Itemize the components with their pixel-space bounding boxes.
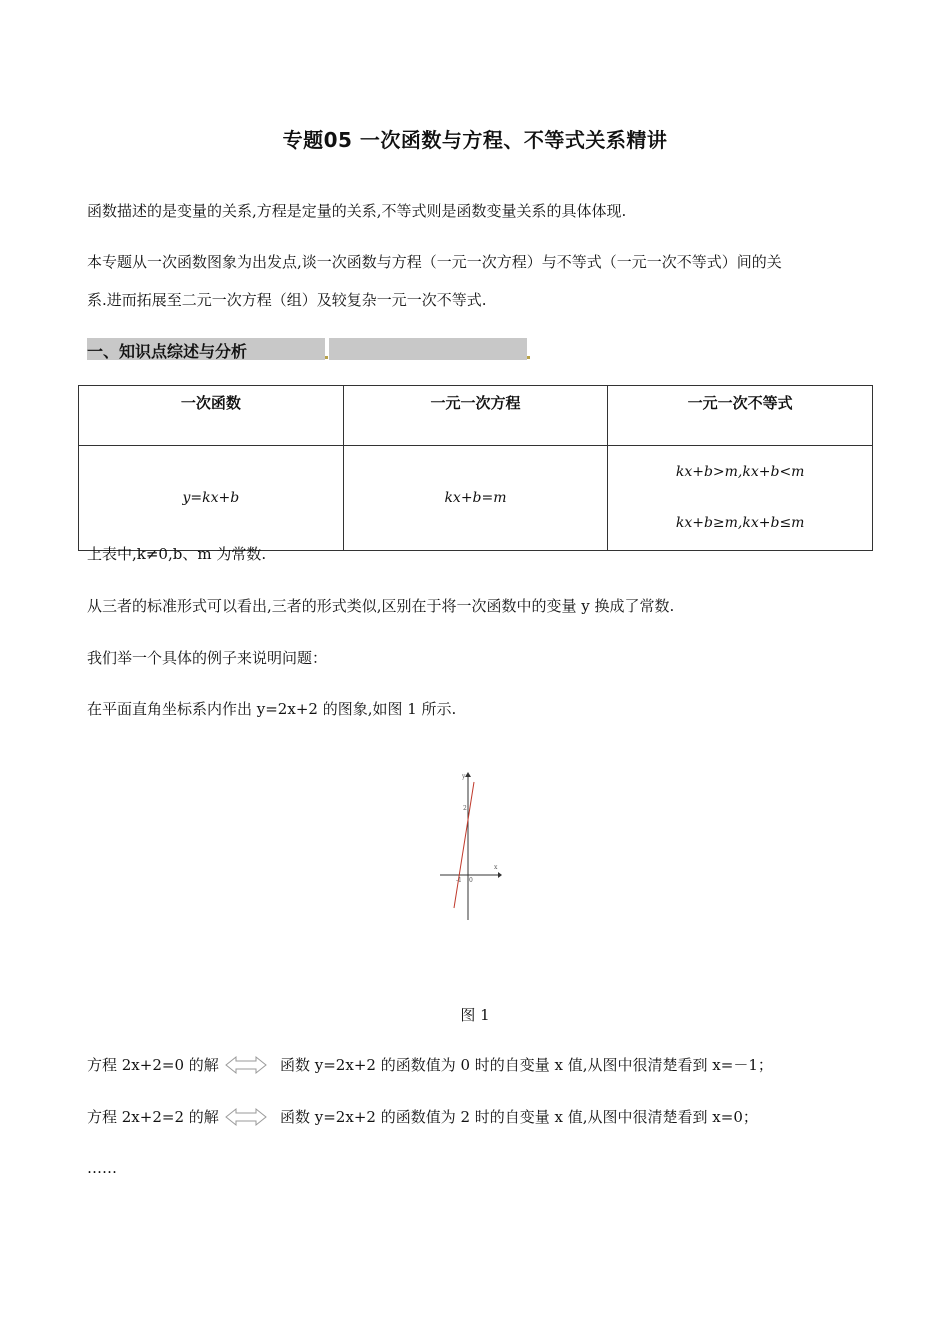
y-axis-label: y bbox=[462, 773, 466, 780]
page-title: 专题05 一次函数与方程、不等式关系精讲 bbox=[282, 128, 668, 152]
note-draw-graph: 在平面直角坐标系内作出 y=2x+2 的图象,如图 1 所示. bbox=[87, 700, 457, 718]
table-header-inequality: 一元一次不等式 bbox=[608, 386, 873, 446]
relation-function: 函数 y=2x+2 的函数值为 0 时的自变量 x 值,从图中很清楚看到 x=－1； bbox=[280, 1056, 773, 1074]
relation-function: 函数 y=2x+2 的函数值为 2 时的自变量 x 值,从图中很清楚看到 x=0； bbox=[280, 1108, 758, 1126]
note-comparison: 从三者的标准形式可以看出,三者的形式类似,区别在于将一次函数中的变量 y 换成了常数. bbox=[87, 597, 675, 615]
note-example-intro: 我们举一个具体的例子来说明问题： bbox=[87, 649, 328, 667]
continuation-ellipsis: …… bbox=[87, 1159, 117, 1177]
intro-paragraph-2-line-1: 本专题从一次函数图象为出发点,谈一次函数与方程（一元一次方程）与不等式（一元一次不等式）间的关 bbox=[87, 253, 782, 271]
double-arrow-icon bbox=[224, 1055, 268, 1075]
relation-equation: 方程 2x+2=0 的解 bbox=[87, 1056, 219, 1074]
heading-highlight-extension bbox=[329, 338, 527, 360]
relation-equation: 方程 2x+2=2 的解 bbox=[87, 1108, 219, 1126]
graph-line bbox=[454, 782, 474, 908]
table-header-equation: 一元一次方程 bbox=[343, 386, 608, 446]
table-header-function: 一次函数 bbox=[79, 386, 344, 446]
origin-label: 0 bbox=[469, 877, 473, 884]
function-form-cell: y=kx+b bbox=[79, 446, 344, 551]
table-row bbox=[79, 446, 873, 551]
x-axis-arrow bbox=[498, 872, 502, 878]
x-axis-label: x bbox=[494, 864, 498, 871]
format-mark bbox=[325, 356, 328, 359]
y-tick-label: 2 bbox=[463, 805, 467, 812]
section-heading-text: 一、知识点综述与分析 bbox=[87, 342, 248, 361]
equation-form-cell: kx+b=m bbox=[343, 446, 608, 551]
format-mark bbox=[527, 356, 530, 359]
inequality-form-cell bbox=[608, 446, 873, 551]
intro-paragraph-2-line-2: 系.进而拓展至二元一次方程（组）及较复杂一元一次不等式. bbox=[87, 291, 487, 309]
double-arrow-icon bbox=[224, 1107, 268, 1127]
intro-paragraph-1: 函数描述的是变量的关系,方程是定量的关系,不等式则是函数变量关系的具体体现. bbox=[87, 202, 627, 220]
note-constants: 上表中,k≠0,b、m 为常数. bbox=[87, 545, 267, 563]
y-axis-arrow bbox=[465, 772, 471, 777]
inequality-strict: kx+b>m,kx+b<m bbox=[675, 464, 805, 480]
x-tick-label: -1 bbox=[456, 877, 462, 884]
table-header-row bbox=[79, 386, 873, 446]
inequality-nonstrict: kx+b≥m,kx+b≤m bbox=[675, 515, 805, 531]
function-graph bbox=[430, 765, 510, 925]
figure-caption: 图 1 bbox=[460, 1006, 490, 1024]
forms-table bbox=[78, 385, 873, 551]
